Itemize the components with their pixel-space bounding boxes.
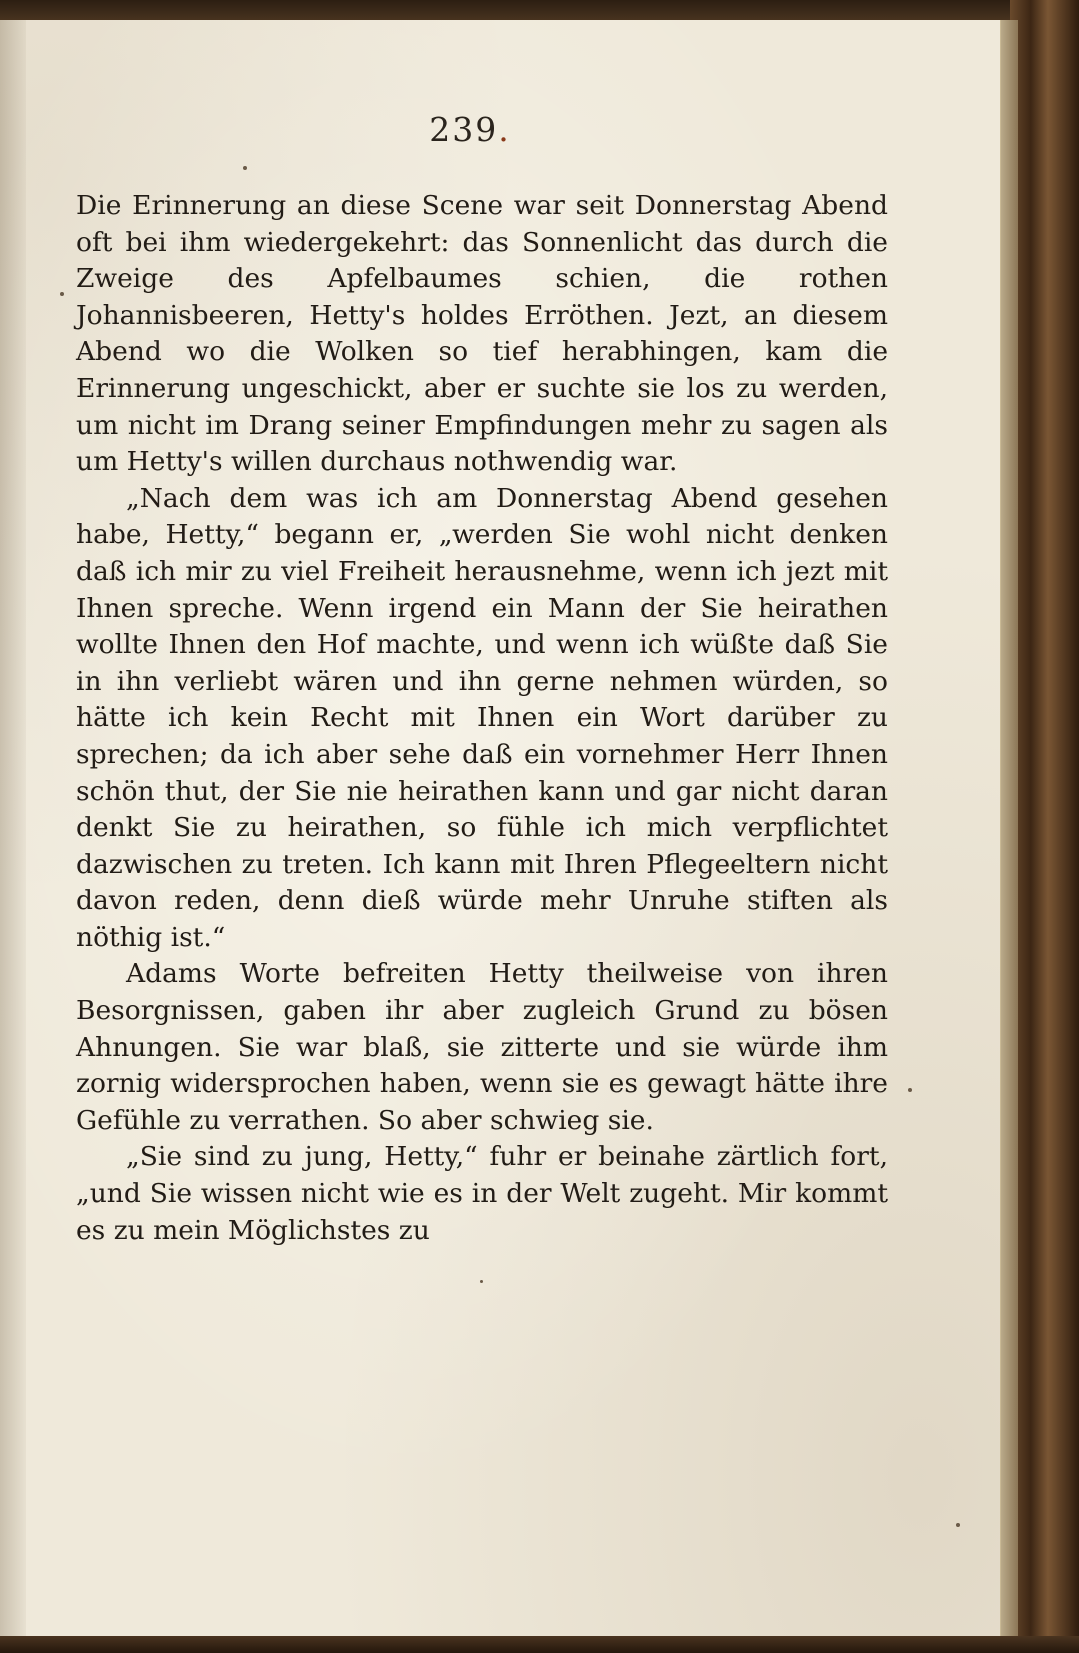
paper-speck	[480, 1280, 483, 1283]
paper-speck	[243, 166, 247, 170]
body-text	[76, 188, 888, 1249]
page-number-value: 239	[429, 110, 499, 149]
page-gutter-shadow	[0, 20, 26, 1638]
paragraph-3: Adams Worte befreiten Hetty theilweise von ihren Besorgnissen, gaben ihr aber zugleich Grund zu bösen Ahnungen. Sie war blaß, sie zitterte und sie würde ihm zornig widersprochen haben, wenn sie es gewagt hätte ihre Gefühle zu verrathen. So aber schwieg sie.	[76, 958, 888, 1136]
paragraph-4: „Sie sind zu jung, Hetty,“ fuhr er beinahe zärtlich fort, „und Sie wissen nicht wie es in der Welt zugeht. Mir kommt es zu mein Möglichstes zu	[76, 1141, 888, 1246]
book-cover-edge	[1010, 0, 1079, 1653]
book-top-edge	[0, 0, 1079, 22]
paper-speck	[956, 1523, 960, 1527]
paragraph-1: Die Erinnerung an diese Scene war seit Donnerstag Abend oft bei ihm wiedergekehrt: das Sonnenlicht das durch die Zweige des Apfelbaumes schien, die rothen Johannisbeeren, Hetty's holdes Erröthen. Jezt, an diesem Abend wo die Wolken so tief herabhingen, kam die Erinnerung ungeschickt, aber er suchte sie los zu werden, um nicht im Drang seiner Empfindungen mehr zu sagen als um Hetty's willen durchaus nothwendig war.	[76, 190, 888, 478]
paper-speck	[908, 1088, 912, 1092]
book-bottom-edge	[0, 1636, 1079, 1653]
paper-speck	[60, 292, 64, 296]
page-number-dot: .	[498, 110, 511, 149]
paragraph-2: „Nach dem was ich am Donnerstag Abend gesehen habe, Hetty,“ begann er, „werden Sie wohl nicht denken daß ich mir zu viel Freiheit herausnehme, wenn ich jezt mit Ihnen spreche. Wenn irgend ein Mann der Sie heirathen wollte Ihnen den Hof machte, und wenn ich wüßte daß Sie in ihn verliebt wären und ihn gerne nehmen würden, so hätte ich kein Recht mit Ihnen ein Wort darüber zu sprechen; da ich aber sehe daß ein vornehmer Herr Ihnen schön thut, der Sie nie heirathen kann und gar nicht daran denkt Sie zu heirathen, so fühle ich mich verpflichtet dazwischen zu treten. Ich kann mit Ihren Pflegeeltern nicht davon reden, denn dieß würde mehr Unruhe stiften als nöthig ist.“	[76, 482, 888, 953]
page-number	[0, 110, 940, 149]
